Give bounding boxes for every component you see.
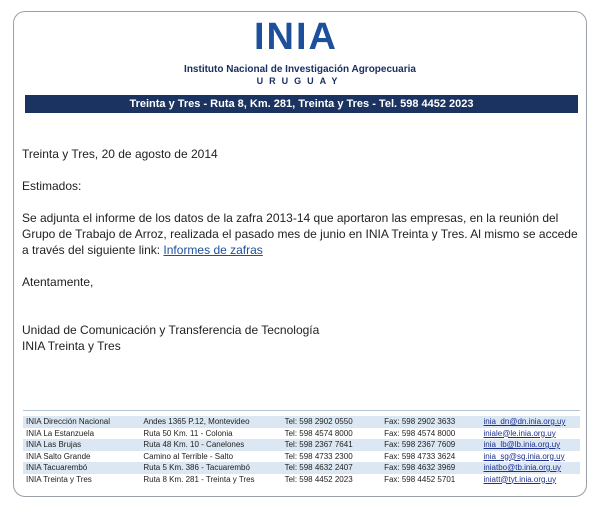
informes-link[interactable]: Informes de zafras (163, 243, 263, 257)
office-fax: Fax: 598 4452 5701 (384, 474, 456, 484)
footer-divider (23, 410, 580, 411)
office-name: INIA Tacuarembó (26, 463, 88, 472)
office-tel: Tel: 598 4452 2023 (284, 474, 353, 484)
table-row (23, 428, 580, 440)
footer-directory (23, 416, 580, 485)
office-email-link[interactable]: inia_lb@lb.inia.org.uy (483, 440, 561, 449)
office-tel: Tel: 598 4632 2407 (284, 463, 353, 472)
office-email-link[interactable]: inia_sg@sg.inia.org.uy (483, 451, 565, 461)
office-name: INIA La Estanzuela (26, 428, 95, 438)
paragraph-text: Se adjunta el informe de los datos de la zafra 2013-14 que aportaron las empresas, en la reunión del Grupo de Trabajo de Arroz, realizada el pasado mes de junio en INIA Treinta y Tres. Al mismo se accede a través del siguiente link: (22, 211, 578, 257)
closing: Atentamente, (22, 275, 94, 289)
office-name: INIA Las Brujas (26, 440, 82, 449)
signature-line-2: INIA Treinta y Tres (22, 339, 121, 353)
office-fax: Fax: 598 2367 7609 (384, 440, 456, 449)
office-fax: Fax: 598 4733 3624 (384, 451, 456, 461)
date-line: Treinta y Tres, 20 de agosto de 2014 (22, 147, 218, 161)
table-row (23, 462, 580, 474)
table-row (23, 474, 580, 486)
table-row (23, 439, 580, 451)
signature-line-1: Unidad de Comunicación y Transferencia de Tecnología (22, 323, 320, 337)
office-fax: Fax: 598 4632 3969 (384, 463, 456, 472)
office-address: Ruta 48 Km. 10 - Canelones (143, 440, 245, 449)
office-email-link[interactable]: iniatt@tyt.inia.org.uy (483, 474, 557, 484)
office-tel: Tel: 598 4733 2300 (284, 451, 353, 461)
letter-body (22, 146, 587, 354)
office-tel: Tel: 598 2902 0550 (284, 417, 353, 426)
office-address: Andes 1365 P.12, Montevideo (143, 417, 250, 426)
letterhead (0, 10, 600, 110)
inia-logo: INIA (254, 16, 338, 58)
office-email-link[interactable]: iniatbo@tb.inia.org.uy (483, 463, 562, 472)
table-row (23, 451, 580, 463)
country-name: URUGUAY (256, 76, 344, 86)
office-address: Ruta 8 Km. 281 - Treinta y Tres (143, 474, 255, 484)
office-address: Ruta 50 Km. 11 - Colonia (143, 428, 233, 438)
institution-name: Instituto Nacional de Investigación Agropecuaria (184, 64, 416, 75)
office-fax: Fax: 598 2902 3633 (384, 417, 456, 426)
greeting: Estimados: (22, 179, 82, 193)
address-banner: Treinta y Tres - Ruta 8, Km. 281, Treinta y Tres - Tel. 598 4452 2023 (25, 95, 578, 113)
office-name: INIA Dirección Nacional (26, 417, 111, 426)
office-fax: Fax: 598 4574 8000 (384, 428, 456, 438)
main-paragraph (22, 210, 587, 258)
office-email-link[interactable]: iniale@le.inia.org.uy (483, 428, 556, 438)
office-tel: Tel: 598 2367 7641 (284, 440, 353, 449)
office-address: Camino al Terrible - Salto (143, 451, 234, 461)
office-name: INIA Salto Grande (26, 451, 91, 461)
table-row (23, 416, 580, 428)
office-tel: Tel: 598 4574 8000 (284, 428, 353, 438)
office-name: INIA Treinta y Tres (26, 474, 92, 484)
office-email-link[interactable]: inia_dn@dn.inia.org.uy (483, 417, 566, 426)
office-address: Ruta 5 Km. 386 - Tacuarembó (143, 463, 250, 472)
